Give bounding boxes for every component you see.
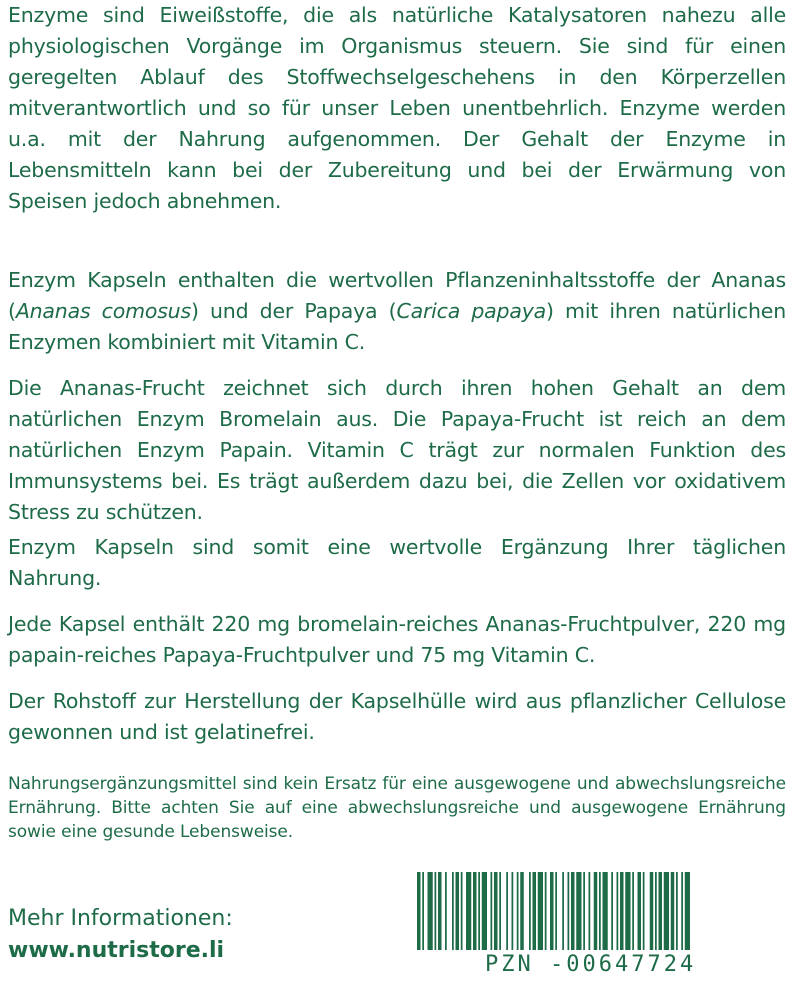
barcode-bar [499, 872, 501, 950]
barcode-bar [533, 872, 537, 950]
barcode-bar [520, 872, 524, 950]
barcode-bar [617, 872, 619, 950]
paragraph-fruit-enzymes: Die Ananas-Frucht zeichnet sich durch ihren hohen Gehalt an dem natürlichen Enzym Bromelain aus. Die Papaya-Frucht ist reich an dem natürlichen Enzym Papain. Vitamin C trägt zur normalen Funktion des Immunsystems bei. Es trägt außerdem dazu bei, die Zellen vor oxidativem Stress zu schützen. [8, 376, 786, 524]
paragraph-capsule-content: Jede Kapsel enthält 220 mg bromelain-reiches Ananas-Fruchtpulver, 220 mg papain-reiches Papaya-Fruchtpulver und 75 mg Vitamin C. [8, 612, 786, 667]
more-info-label: Mehr Informationen: [8, 906, 233, 931]
barcode-bar [681, 872, 683, 950]
paragraph-enzyme-intro: Enzyme sind Eiweißstoffe, die als natürliche Katalysatoren nahezu alle physiologischen Vorgänge im Organismus steuern. Sie sind für einen geregelten Ablauf des Stoffwechselgeschehens in den Körperzellen mitverantwortlich und so für unser Leben unentbehrlich. Enzyme werden u.a. mit der Nahrung aufgenommen. Der Gehalt der Enzyme in Lebensmitteln kann bei der Zubereitung und bei der Erwärmung von Speisen jedoch abnehmen. [8, 3, 786, 213]
barcode-bar [632, 872, 634, 950]
barcode-bar [611, 872, 613, 950]
barcode-bar [576, 872, 581, 950]
barcode-bar [562, 872, 564, 950]
paragraph-supplement-value: Enzym Kapseln sind somit eine wertvolle Ergänzung Ihrer täglichen Nahrung. [8, 535, 786, 590]
barcode-bar [435, 872, 437, 950]
paragraph-capsule-ingredients [8, 265, 786, 358]
barcode-bar [655, 872, 657, 950]
website-link[interactable]: www.nutristore.li [8, 938, 225, 963]
barcode-bar [676, 872, 678, 950]
barcode-bar [452, 872, 454, 950]
barcode-bar [482, 872, 487, 950]
barcode-bar [538, 872, 543, 950]
barcode-bar [571, 872, 575, 950]
pzn-barcode [413, 870, 787, 995]
barcode-bar [417, 872, 421, 950]
barcode-bar [506, 872, 508, 950]
barcode-bars [413, 870, 787, 952]
supplement-disclaimer: Nahrungsergänzungsmittel sind kein Ersatz für eine ausgewogene und abwechslungsreiche Ernährung. Bitte achten Sie auf eine abwechslungsreiche und ausgewogene Ernährung sowie eine gesunde Lebensweise. [8, 774, 786, 842]
barcode-bar [650, 872, 654, 950]
barcode-bar [568, 872, 570, 950]
barcode-bar [594, 872, 598, 950]
barcode-bar [438, 872, 442, 950]
barcode-bar [478, 872, 480, 950]
barcode-bar [659, 872, 663, 950]
barcode-bar [583, 872, 585, 950]
barcode-bar [638, 872, 642, 950]
pzn-number: PZN -00647724 [485, 952, 697, 977]
barcode-bar [625, 872, 630, 950]
latin-name-ananas: Ananas comosus [15, 299, 191, 323]
barcode-bar [603, 872, 608, 950]
barcode-bar [545, 872, 547, 950]
text-segment: ) mit ihren natürlichen Enzymen kombiniert mit Vitamin C. [8, 299, 786, 354]
barcode-bar [685, 872, 690, 950]
barcode-bar [643, 872, 645, 950]
barcode-bar [589, 872, 591, 950]
barcode-bar [461, 872, 463, 950]
text-segment: Enzym Kapseln enthalten die wertvollen Pflanzeninhaltsstoffe der Ananas ( [8, 268, 786, 323]
barcode-bar [620, 872, 624, 950]
barcode-bar [422, 872, 424, 950]
barcode-bar [428, 872, 433, 950]
barcode-bar [555, 872, 557, 950]
barcode-bar [456, 872, 460, 950]
barcode-bar [517, 872, 519, 950]
barcode-bar [466, 872, 471, 950]
barcode-bar [671, 872, 675, 950]
latin-name-papaya: Carica papaya [396, 299, 546, 323]
barcode-bar [445, 872, 447, 950]
barcode-bar [599, 872, 601, 950]
barcode-bar [494, 872, 498, 950]
barcode-bar [512, 872, 514, 950]
barcode-bar [491, 872, 493, 950]
barcode-bar [664, 872, 669, 950]
paragraph-capsule-shell: Der Rohstoff zur Herstellung der Kapselhülle wird aus pflanzlicher Cellulose gewonnen und ist gelatinefrei. [8, 689, 786, 744]
barcode-bar [550, 872, 554, 950]
barcode-bar [473, 872, 477, 950]
more-info-block [8, 903, 388, 967]
barcode-bar [529, 872, 531, 950]
text-segment: ) und der Papaya ( [190, 299, 397, 323]
